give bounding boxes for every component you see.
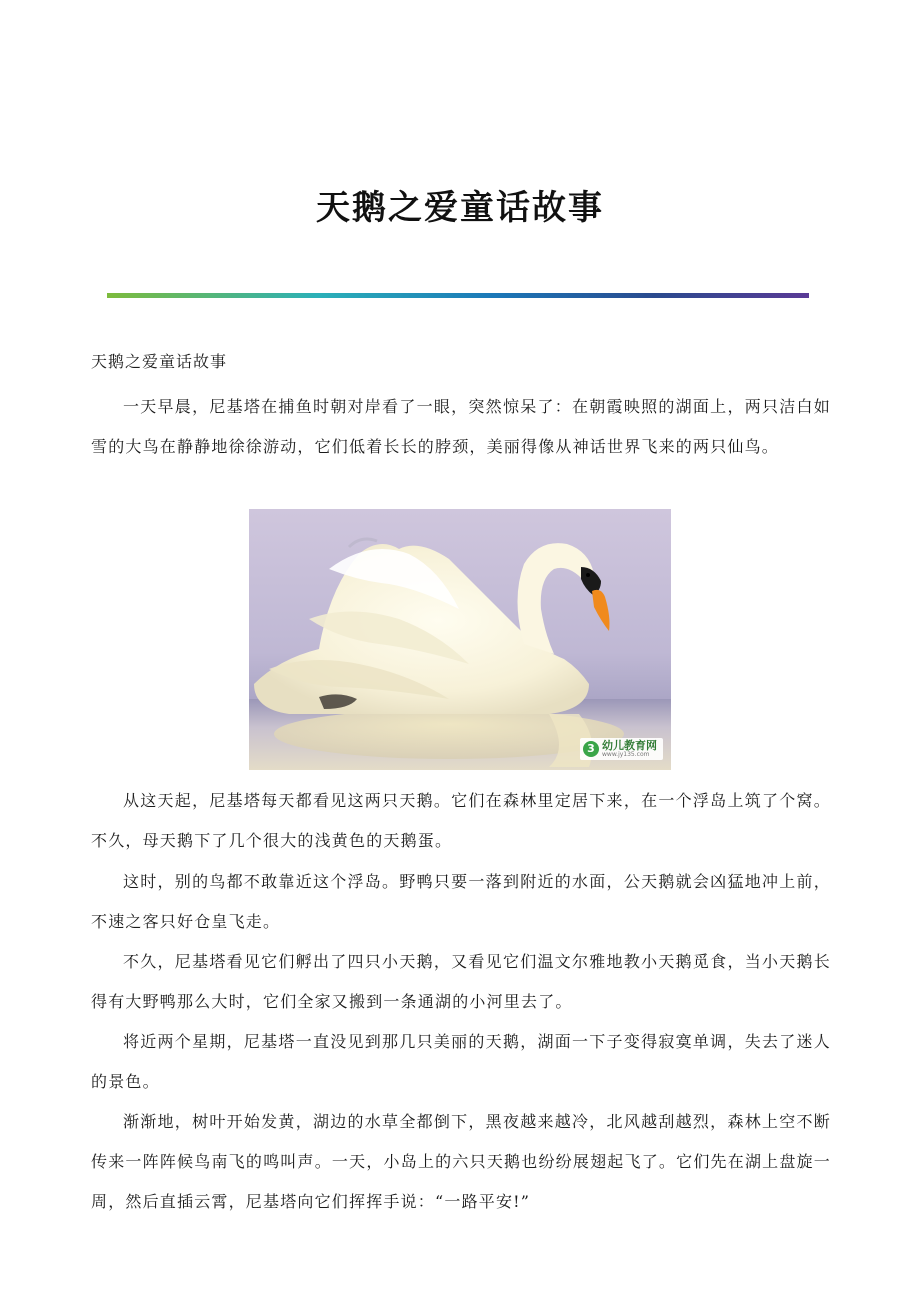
swan-illustration (249, 509, 671, 770)
watermark-url: www.jy135.com (602, 751, 650, 758)
title-divider (107, 293, 809, 298)
paragraph-2: 从这天起，尼基塔每天都看见这两只天鹅。它们在森林里定居下来，在一个浮岛上筑了个窝。不久，母天鹅下了几个很大的浅黄色的天鹅蛋。 (91, 791, 831, 850)
paragraph-4: 不久，尼基塔看见它们孵出了四只小天鹅，又看见它们温文尔雅地教小天鹅觅食，当小天鹅长得有大野鸭那么大时，它们全家又搬到一条通湖的小河里去了。 (91, 952, 831, 1011)
swan-photo (249, 509, 671, 770)
paragraph-3: 这时，别的鸟都不敢靠近这个浮岛。野鸭只要一落到附近的水面，公天鹅就会凶猛地冲上前，不速之客只好仓皇飞走。 (91, 872, 831, 931)
watermark-logo-icon: 3 (583, 741, 599, 757)
paragraph-6: 渐渐地，树叶开始发黄，湖边的水草全都倒下，黑夜越来越冷，北风越刮越烈，森林上空不断传来一阵阵候鸟南飞的鸣叫声。一天，小岛上的六只天鹅也纷纷展翅起飞了。它们先在湖上盘旋一周，然后直插云霄，尼基塔向它们挥挥手说：“一路平安!” (91, 1112, 831, 1211)
paragraph-1: 一天早晨，尼基塔在捕鱼时朝对岸看了一眼，突然惊呆了：在朝霞映照的湖面上，两只洁白如雪的大鸟在静静地徐徐游动，它们低着长长的脖颈，美丽得像从神话世界飞来的两只仙鸟。 (91, 397, 831, 456)
site-watermark (580, 738, 663, 760)
paragraph-5: 将近两个星期，尼基塔一直没见到那几只美丽的天鹅，湖面一下子变得寂寞单调，失去了迷人的景色。 (91, 1032, 831, 1091)
watermark-name: 幼儿教育网 (602, 739, 657, 752)
page-title: 天鹅之爱童话故事 (316, 188, 604, 228)
document-subtitle: 天鹅之爱童话故事 (91, 352, 228, 371)
